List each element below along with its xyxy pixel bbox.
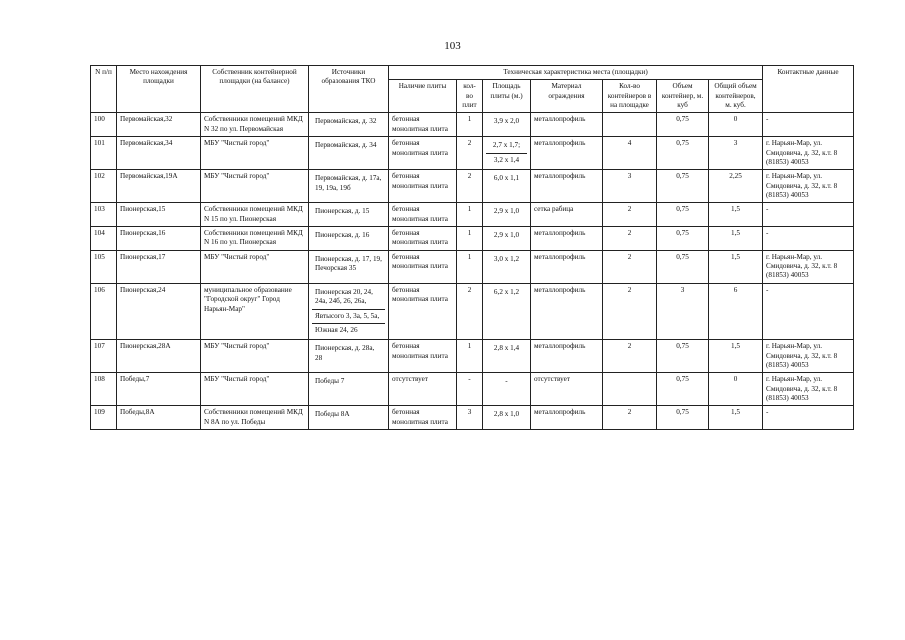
row-num: 108	[91, 373, 117, 406]
row-owner: МБУ "Чистый город"	[201, 250, 309, 283]
row-slab-area	[483, 137, 531, 170]
row-num: 105	[91, 250, 117, 283]
row-slab: бетонная монолитная плита	[389, 137, 457, 170]
header-container-volume: Объем контейнер, м. куб	[657, 80, 709, 113]
row-num: 102	[91, 170, 117, 203]
row-owner: МБУ "Чистый город"	[201, 137, 309, 170]
row-slab-count: 3	[457, 406, 483, 430]
row-slab-count: 1	[457, 113, 483, 137]
source-item: Первомайская, д. 32	[315, 117, 377, 126]
row-owner: Собственники помещений МКД N 8А по ул. Победы	[201, 406, 309, 430]
row-place: Пионерская,17	[117, 250, 201, 283]
row-sources	[309, 137, 389, 170]
row-owner: муниципальное образование "Городской округ" Город Нарьян-Мар"	[201, 283, 309, 339]
row-fence: металлопрофиль	[531, 283, 603, 339]
row-num: 107	[91, 340, 117, 373]
row-num: 106	[91, 283, 117, 339]
row-contacts: г. Нарьян-Мар, ул. Смидовича, д. 32, к.т. 8 (81853) 40053	[763, 250, 854, 283]
area-item: 6,0 x 1,1	[493, 174, 520, 183]
header-tech: Техническая характеристика места (площадки)	[389, 66, 763, 80]
row-place: Пионерская,28А	[117, 340, 201, 373]
row-owner: Собственники помещений МКД N 16 по ул. Пионерская	[201, 227, 309, 251]
row-contacts: -	[763, 406, 854, 430]
header-total-volume: Общий объем контейнеров, м. куб.	[709, 80, 763, 113]
row-slab: бетонная монолитная плита	[389, 113, 457, 137]
row-place: Первомайская,34	[117, 137, 201, 170]
row-num: 101	[91, 137, 117, 170]
header-slab-area: Площадь плиты (м.)	[483, 80, 531, 113]
row-total-volume: 2,25	[709, 170, 763, 203]
row-contacts: г. Нарьян-Мар, ул. Смидовича, д. 32, к.т. 8 (81853) 40053	[763, 340, 854, 373]
row-sources	[309, 203, 389, 227]
row-fence: металлопрофиль	[531, 137, 603, 170]
row-containers	[603, 113, 657, 137]
row-slab: бетонная монолитная плита	[389, 203, 457, 227]
row-slab-count: 2	[457, 170, 483, 203]
table-row	[91, 340, 854, 373]
header-contacts: Контактные данные	[763, 66, 854, 113]
header-place: Место нахождения площадки	[117, 66, 201, 113]
row-volume: 0,75	[657, 113, 709, 137]
row-total-volume: 0	[709, 113, 763, 137]
row-place: Пионерская,15	[117, 203, 201, 227]
row-total-volume: 1,5	[709, 250, 763, 283]
row-total-volume: 1,5	[709, 340, 763, 373]
row-containers	[603, 373, 657, 406]
row-containers: 2	[603, 283, 657, 339]
row-contacts: г. Нарьян-Мар, ул. Смидовича, д. 32, к.т. 8 (81853) 40053	[763, 137, 854, 170]
row-total-volume: 6	[709, 283, 763, 339]
row-sources	[309, 113, 389, 137]
row-volume: 0,75	[657, 227, 709, 251]
row-contacts: -	[763, 113, 854, 137]
row-num: 104	[91, 227, 117, 251]
area-item: 6,2 x 1,2	[493, 287, 520, 296]
row-contacts: -	[763, 203, 854, 227]
row-slab: отсутствует	[389, 373, 457, 406]
row-fence: металлопрофиль	[531, 250, 603, 283]
row-slab-count: -	[457, 373, 483, 406]
row-place: Победы,7	[117, 373, 201, 406]
row-fence: отсутствует	[531, 373, 603, 406]
row-slab-count: 2	[457, 283, 483, 339]
header-slabs: Наличие плиты	[389, 80, 457, 113]
row-containers: 2	[603, 340, 657, 373]
table-row	[91, 170, 854, 203]
row-slab-count: 1	[457, 203, 483, 227]
header-containers: Кол-во контейнеров в на площадке	[603, 80, 657, 113]
area-item: 3,9 x 2,0	[493, 117, 520, 126]
row-slab-area	[483, 113, 531, 137]
row-sources	[309, 373, 389, 406]
row-total-volume: 1,5	[709, 227, 763, 251]
row-volume: 0,75	[657, 170, 709, 203]
row-contacts: -	[763, 227, 854, 251]
row-owner: МБУ "Чистый город"	[201, 170, 309, 203]
row-slab-count: 1	[457, 250, 483, 283]
row-containers: 2	[603, 203, 657, 227]
header-num: N п/п	[91, 66, 117, 113]
area-item: 2,9 x 1,0	[493, 207, 520, 216]
row-slab-count: 2	[457, 137, 483, 170]
area-item: 3,0 x 1,2	[493, 254, 520, 263]
source-item: Пионерская, д. 17, 19, Печорская 35	[315, 254, 382, 273]
row-sources	[309, 250, 389, 283]
table-row	[91, 283, 854, 339]
row-place: Первомайская,19А	[117, 170, 201, 203]
row-fence: металлопрофиль	[531, 170, 603, 203]
table-row	[91, 250, 854, 283]
container-sites-table	[90, 65, 854, 430]
row-place: Первомайская,32	[117, 113, 201, 137]
row-slab: бетонная монолитная плита	[389, 227, 457, 251]
row-volume: 0,75	[657, 203, 709, 227]
row-containers: 4	[603, 137, 657, 170]
row-slab-area	[483, 406, 531, 430]
row-containers: 2	[603, 227, 657, 251]
header-fence: Материал ограждения	[531, 80, 603, 113]
source-item: Южная 24, 26	[312, 323, 385, 337]
source-item: Победы 7	[315, 377, 345, 386]
row-containers: 3	[603, 170, 657, 203]
table-row	[91, 203, 854, 227]
row-total-volume: 0	[709, 373, 763, 406]
row-place: Пионерская,24	[117, 283, 201, 339]
area-item: 2,8 x 1,4	[493, 344, 520, 353]
header-owner: Собственник контейнерной площадки (на балансе)	[201, 66, 309, 113]
header-sources: Источники образования ТКО	[309, 66, 389, 113]
source-item: Пионерская, д. 28а, 28	[315, 344, 375, 362]
row-slab-count: 1	[457, 227, 483, 251]
row-total-volume: 1,5	[709, 203, 763, 227]
area-item: -	[505, 377, 508, 386]
row-num: 100	[91, 113, 117, 137]
table-row	[91, 137, 854, 170]
row-owner: Собственники помещений МКД N 15 по ул. Пионерская	[201, 203, 309, 227]
header-slab-count: кол-во плит	[457, 80, 483, 113]
row-sources	[309, 340, 389, 373]
row-place: Пионерская,16	[117, 227, 201, 251]
row-containers: 2	[603, 250, 657, 283]
row-volume: 0,75	[657, 373, 709, 406]
row-fence: металлопрофиль	[531, 406, 603, 430]
row-sources	[309, 283, 389, 339]
source-item: Пионерская 20, 24, 24а, 24б, 26, 26а,	[315, 287, 373, 306]
row-slab-count: 1	[457, 340, 483, 373]
source-item: Первомайская, д. 17а, 19, 19а, 19б	[315, 174, 382, 192]
source-item: Пионерская, д. 15	[315, 207, 370, 216]
row-num: 103	[91, 203, 117, 227]
row-slab-area	[483, 227, 531, 251]
row-fence: металлопрофиль	[531, 113, 603, 137]
source-item: Явтысого 3, 3а, 5, 5а,	[312, 309, 385, 323]
row-slab: бетонная монолитная плита	[389, 406, 457, 430]
row-contacts: г. Нарьян-Мар, ул. Смидовича, д. 32, к.т. 8 (81853) 40053	[763, 170, 854, 203]
row-fence: металлопрофиль	[531, 340, 603, 373]
source-item: Пионерская, д. 16	[315, 231, 370, 240]
row-contacts: г. Нарьян-Мар, ул. Смидовича, д. 32, к.т. 8 (81853) 40053	[763, 373, 854, 406]
row-containers: 2	[603, 406, 657, 430]
row-fence: сетка рабица	[531, 203, 603, 227]
row-sources	[309, 170, 389, 203]
source-item: Победы 8А	[315, 410, 350, 419]
row-slab: бетонная монолитная плита	[389, 250, 457, 283]
table-row	[91, 406, 854, 430]
row-sources	[309, 406, 389, 430]
row-place: Победы,8А	[117, 406, 201, 430]
row-fence: металлопрофиль	[531, 227, 603, 251]
row-num: 109	[91, 406, 117, 430]
row-slab-area	[483, 250, 531, 283]
area-item: 3,2 x 1,4	[486, 153, 527, 167]
row-total-volume: 3	[709, 137, 763, 170]
row-slab-area	[483, 203, 531, 227]
area-item: 2,9 x 1,0	[493, 231, 520, 240]
area-item: 2,8 x 1,0	[493, 410, 520, 419]
row-total-volume: 1,5	[709, 406, 763, 430]
table-row	[91, 373, 854, 406]
row-owner: МБУ "Чистый город"	[201, 340, 309, 373]
row-owner: МБУ "Чистый город"	[201, 373, 309, 406]
row-volume: 3	[657, 283, 709, 339]
area-item: 2,7 x 1,7;	[492, 141, 521, 150]
row-slab: бетонная монолитная плита	[389, 340, 457, 373]
source-item: Первомайская, д. 34	[315, 141, 377, 150]
row-sources	[309, 227, 389, 251]
row-owner: Собственники помещений МКД N 32 по ул. Первомайская	[201, 113, 309, 137]
row-contacts: -	[763, 283, 854, 339]
row-volume: 0,75	[657, 340, 709, 373]
row-slab: бетонная монолитная плита	[389, 283, 457, 339]
page-number: 103	[444, 40, 461, 52]
table-row	[91, 113, 854, 137]
row-slab-area	[483, 170, 531, 203]
row-slab-area	[483, 340, 531, 373]
table-row	[91, 227, 854, 251]
row-slab: бетонная монолитная плита	[389, 170, 457, 203]
row-volume: 0,75	[657, 250, 709, 283]
row-volume: 0,75	[657, 406, 709, 430]
row-volume: 0,75	[657, 137, 709, 170]
row-slab-area	[483, 373, 531, 406]
row-slab-area	[483, 283, 531, 339]
